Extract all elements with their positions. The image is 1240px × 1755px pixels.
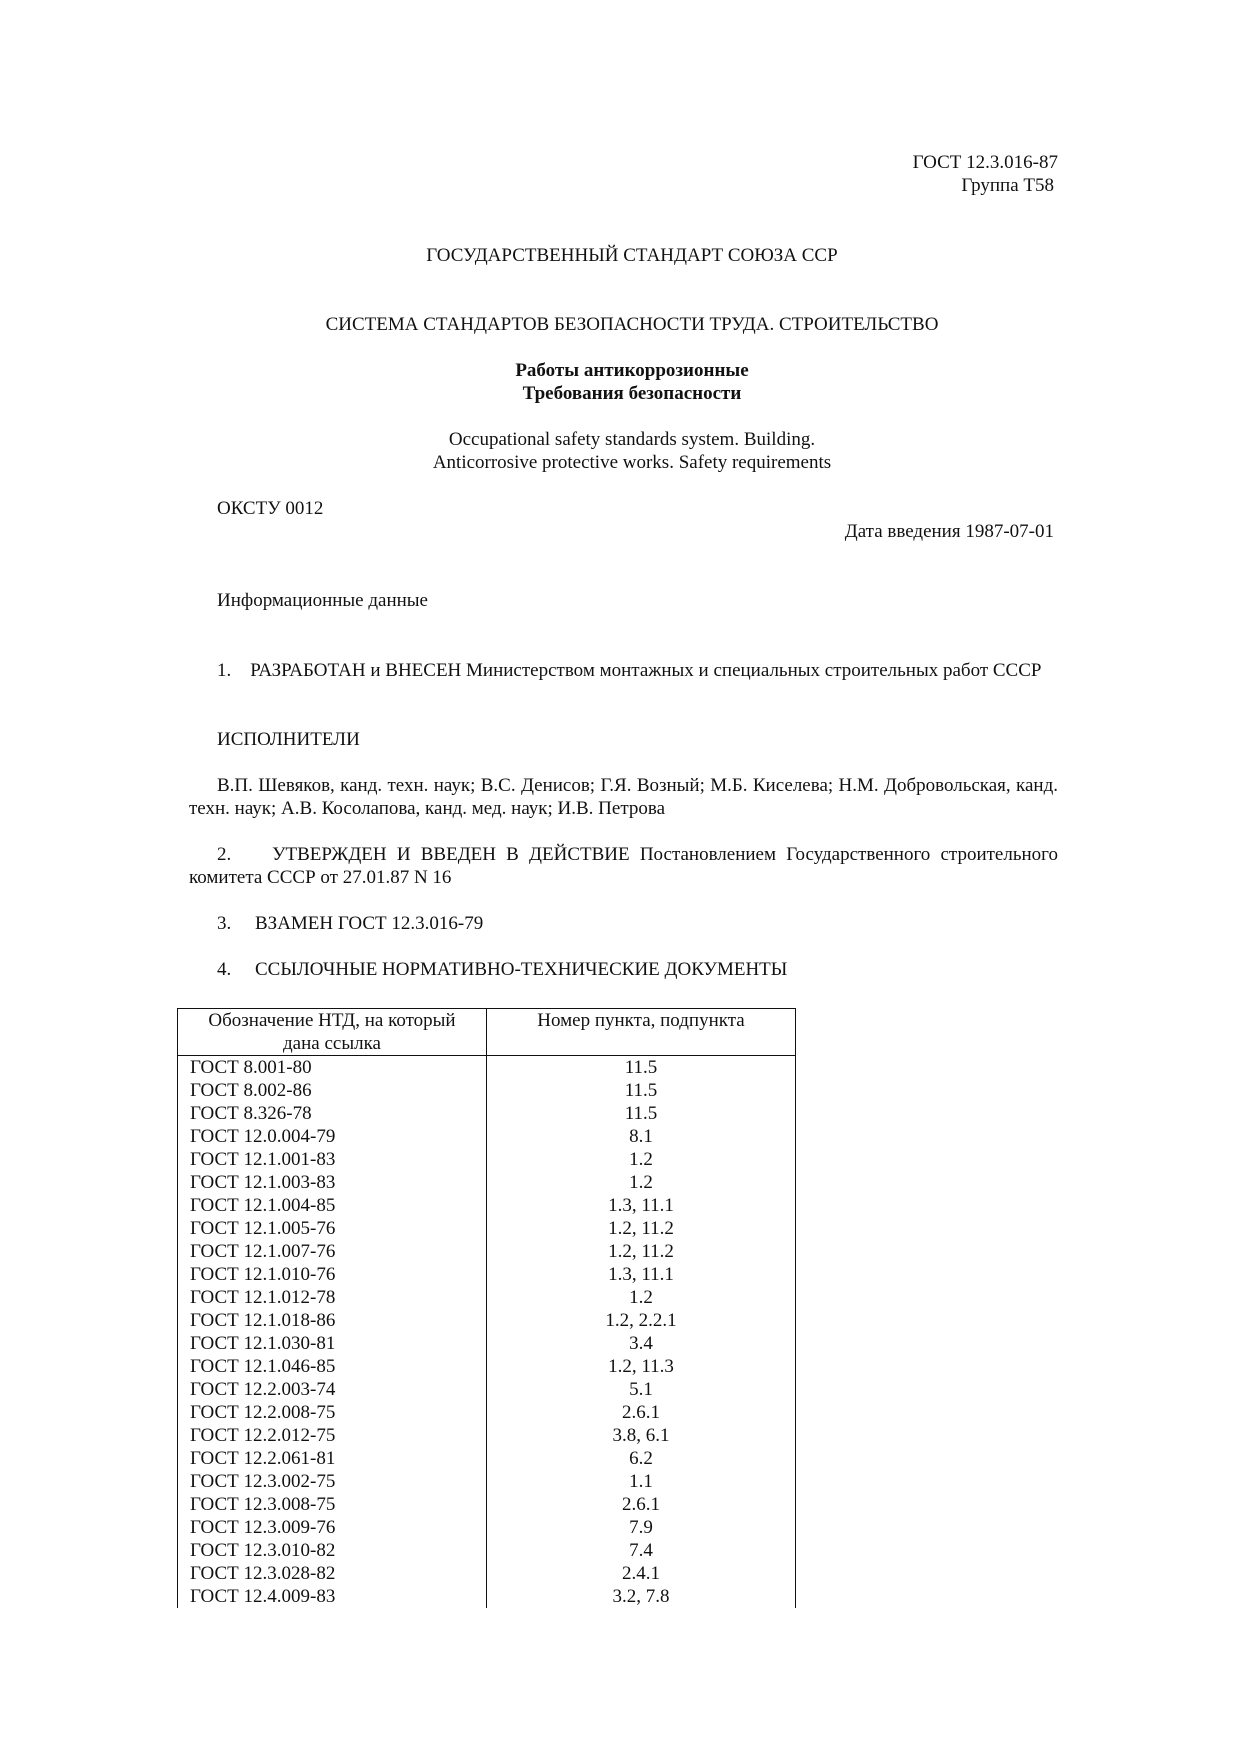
clause-cell: 1.2	[487, 1148, 796, 1171]
column-header-designation: Обозначение НТД, на который дана ссылка	[178, 1009, 487, 1056]
clause-cell: 1.2, 11.2	[487, 1240, 796, 1263]
table-row	[178, 1562, 796, 1585]
designation-cell: ГОСТ 12.1.003-83	[178, 1171, 487, 1194]
clause-cell: 7.4	[487, 1539, 796, 1562]
table-row	[178, 1378, 796, 1401]
clause-cell: 11.5	[487, 1079, 796, 1102]
system-title: СИСТЕМА СТАНДАРТОВ БЕЗОПАСНОСТИ ТРУДА. СТРОИТЕЛЬСТВО	[325, 314, 939, 335]
table-row	[178, 1171, 796, 1194]
table-row	[178, 1125, 796, 1148]
reference-documents-table	[177, 1008, 796, 1608]
table-row	[178, 1194, 796, 1217]
clause-cell: 1.2	[487, 1286, 796, 1309]
introduction-date: Дата введения 1987-07-01	[844, 521, 1054, 542]
designation-cell: ГОСТ 12.1.012-78	[178, 1286, 487, 1309]
state-standard-title: ГОСУДАРСТВЕННЫЙ СТАНДАРТ СОЮЗА ССР	[426, 245, 838, 266]
info-item-developed: 1. РАЗРАБОТАН и ВНЕСЕН Министерством монтажных и специальных строительных работ СССР	[217, 660, 1042, 681]
table-row	[178, 1424, 796, 1447]
table-row	[178, 1493, 796, 1516]
designation-cell: ГОСТ 12.1.010-76	[178, 1263, 487, 1286]
table-row	[178, 1309, 796, 1332]
info-item-approved: 2. УТВЕРЖДЕН И ВВЕДЕН В ДЕЙСТВИЕ Постановлением Государственного строительного комитета СССР от 27.01.87 N 16	[189, 844, 1058, 888]
designation-cell: ГОСТ 12.2.012-75	[178, 1424, 487, 1447]
table-body	[178, 1056, 796, 1609]
clause-cell: 3.8, 6.1	[487, 1424, 796, 1447]
info-item-replaces: 3. ВЗАМЕН ГОСТ 12.3.016-79	[217, 913, 484, 934]
table-row	[178, 1056, 796, 1080]
designation-cell: ГОСТ 12.3.028-82	[178, 1562, 487, 1585]
clause-cell: 2.6.1	[487, 1493, 796, 1516]
clause-cell: 1.2, 2.2.1	[487, 1309, 796, 1332]
subject-title-line2: Требования безопасности	[522, 383, 742, 404]
table-row	[178, 1539, 796, 1562]
performers-list: В.П. Шевяков, канд. техн. наук; В.С. Денисов; Г.Я. Возный; М.Б. Киселева; Н.М. Добровольская, канд. техн. наук; А.В. Косолапова, канд. мед. наук; И.В. Петрова	[189, 775, 1058, 819]
clause-cell: 1.2, 11.2	[487, 1217, 796, 1240]
designation-cell: ГОСТ 8.326-78	[178, 1102, 487, 1125]
clause-cell: 3.4	[487, 1332, 796, 1355]
table-row	[178, 1286, 796, 1309]
clause-cell: 6.2	[487, 1447, 796, 1470]
clause-cell: 11.5	[487, 1102, 796, 1125]
clause-cell: 2.6.1	[487, 1401, 796, 1424]
subject-title-line1: Работы антикоррозионные	[515, 360, 749, 381]
clause-cell: 1.3, 11.1	[487, 1194, 796, 1217]
group-code: Группа Т58	[961, 175, 1054, 196]
clause-cell: 3.2, 7.8	[487, 1585, 796, 1608]
designation-cell: ГОСТ 12.3.010-82	[178, 1539, 487, 1562]
clause-cell: 7.9	[487, 1516, 796, 1539]
designation-cell: ГОСТ 8.001-80	[178, 1056, 487, 1080]
designation-cell: ГОСТ 12.2.061-81	[178, 1447, 487, 1470]
designation-cell: ГОСТ 12.4.009-83	[178, 1585, 487, 1608]
info-heading: Информационные данные	[217, 590, 428, 611]
table-row	[178, 1355, 796, 1378]
designation-cell: ГОСТ 12.3.009-76	[178, 1516, 487, 1539]
designation-cell: ГОСТ 12.1.001-83	[178, 1148, 487, 1171]
designation-cell: ГОСТ 12.0.004-79	[178, 1125, 487, 1148]
clause-cell: 2.4.1	[487, 1562, 796, 1585]
designation-cell: ГОСТ 12.1.046-85	[178, 1355, 487, 1378]
column-header-clause: Номер пункта, подпункта	[487, 1009, 796, 1056]
designation-cell: ГОСТ 12.3.002-75	[178, 1470, 487, 1493]
table-row	[178, 1079, 796, 1102]
table-row	[178, 1470, 796, 1493]
clause-cell: 1.1	[487, 1470, 796, 1493]
clause-cell: 11.5	[487, 1056, 796, 1080]
table-row	[178, 1447, 796, 1470]
clause-cell: 5.1	[487, 1378, 796, 1401]
table-row	[178, 1516, 796, 1539]
designation-cell: ГОСТ 12.1.007-76	[178, 1240, 487, 1263]
designation-cell: ГОСТ 12.1.004-85	[178, 1194, 487, 1217]
table-row	[178, 1332, 796, 1355]
table-row	[178, 1240, 796, 1263]
english-title-line1: Occupational safety standards system. Building.	[448, 429, 816, 450]
designation-cell: ГОСТ 12.1.018-86	[178, 1309, 487, 1332]
table-row	[178, 1401, 796, 1424]
designation-cell: ГОСТ 12.2.008-75	[178, 1401, 487, 1424]
table-row	[178, 1263, 796, 1286]
english-title-line2: Anticorrosive protective works. Safety requirements	[432, 452, 832, 473]
performers-heading: ИСПОЛНИТЕЛИ	[217, 729, 360, 750]
designation-cell: ГОСТ 12.1.005-76	[178, 1217, 487, 1240]
gost-number: ГОСТ 12.3.016-87	[912, 152, 1058, 173]
table-row	[178, 1148, 796, 1171]
okstu-code: ОКСТУ 0012	[217, 498, 324, 519]
clause-cell: 1.2, 11.3	[487, 1355, 796, 1378]
clause-cell: 8.1	[487, 1125, 796, 1148]
table-row	[178, 1585, 796, 1608]
designation-cell: ГОСТ 12.2.003-74	[178, 1378, 487, 1401]
designation-cell: ГОСТ 12.1.030-81	[178, 1332, 487, 1355]
info-item-references: 4. ССЫЛОЧНЫЕ НОРМАТИВНО-ТЕХНИЧЕСКИЕ ДОКУМЕНТЫ	[217, 959, 788, 980]
table-row	[178, 1102, 796, 1125]
table-row	[178, 1217, 796, 1240]
clause-cell: 1.3, 11.1	[487, 1263, 796, 1286]
table-header-row	[178, 1009, 796, 1056]
designation-cell: ГОСТ 12.3.008-75	[178, 1493, 487, 1516]
designation-cell: ГОСТ 8.002-86	[178, 1079, 487, 1102]
clause-cell: 1.2	[487, 1171, 796, 1194]
